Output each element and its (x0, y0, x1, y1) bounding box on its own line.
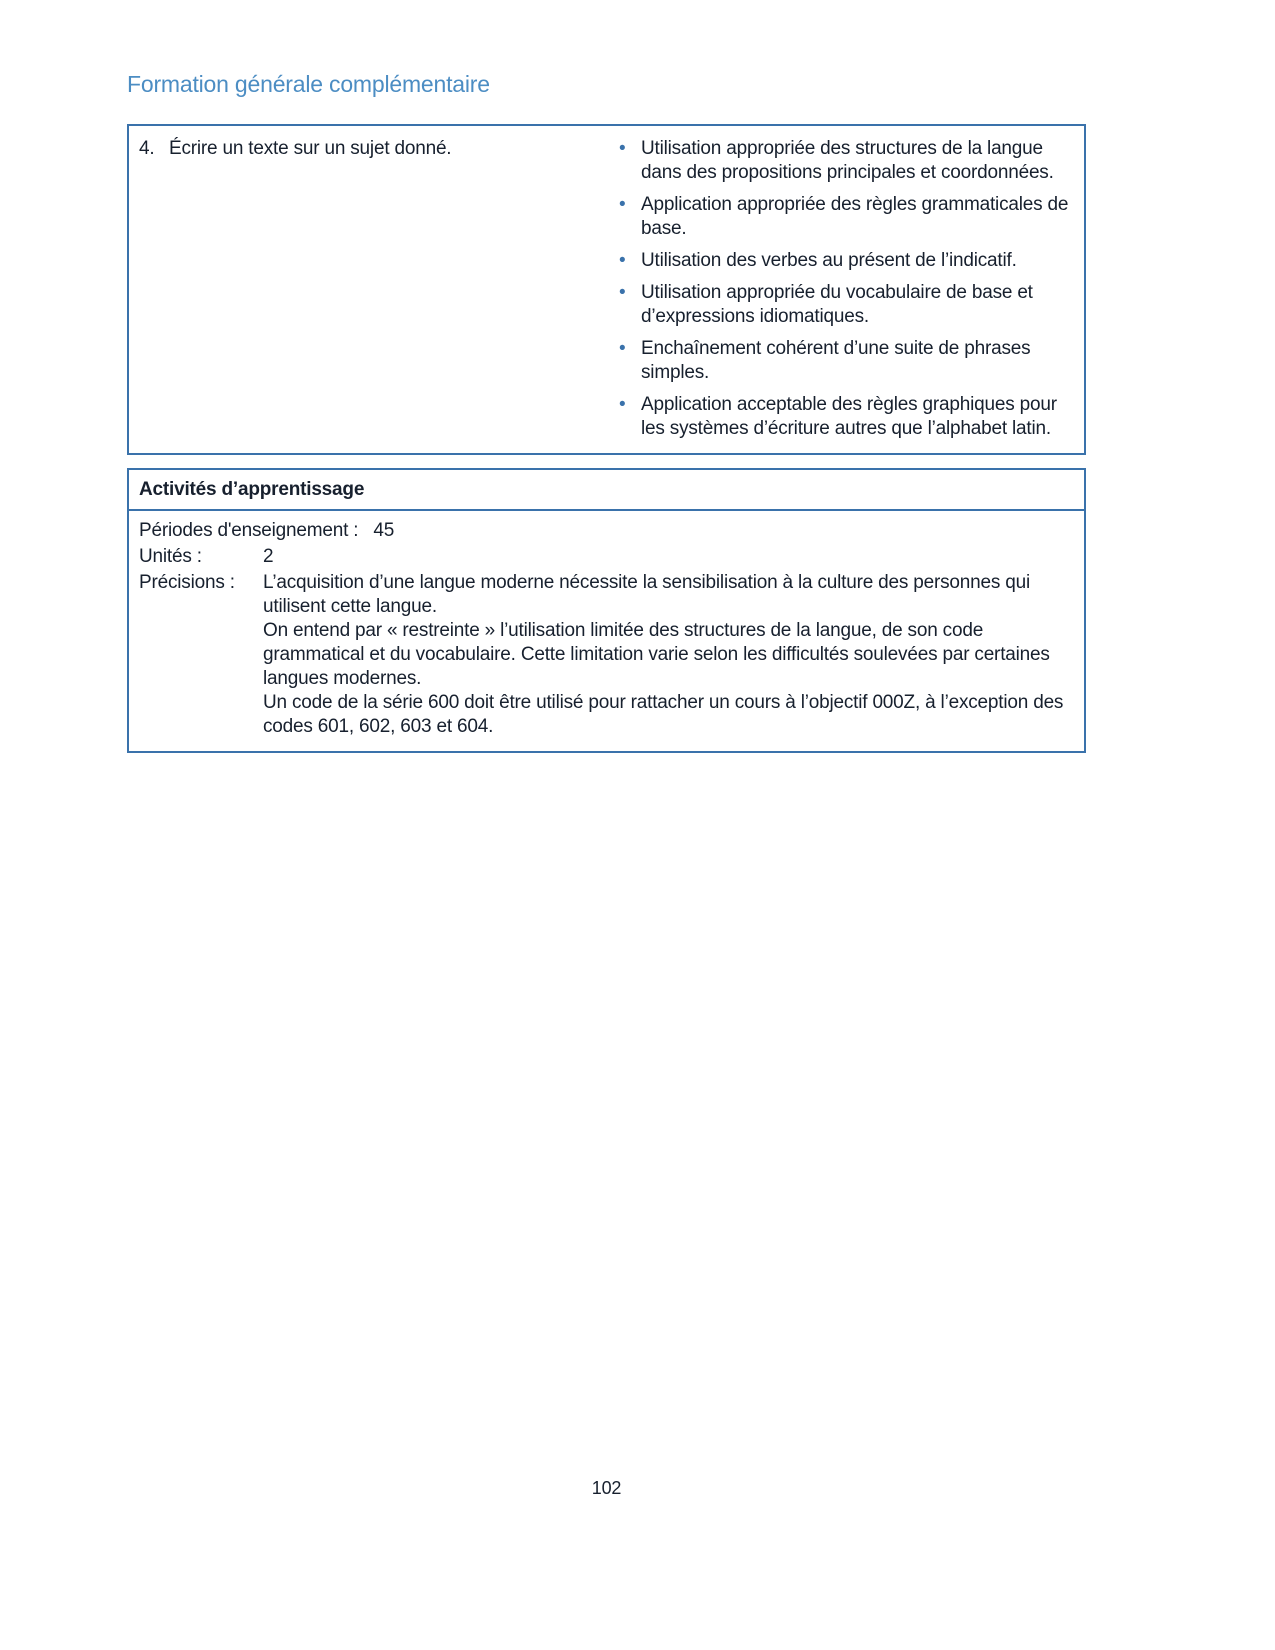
periods-value: 45 (373, 520, 395, 541)
bullet-icon: • (619, 394, 626, 415)
criteria-item (617, 281, 1072, 329)
precisions-paragraph: L’acquisition d’une langue moderne nécessite la sensibilisation à la culture des personnes qui utilisent cette langue. (263, 572, 1031, 617)
criteria-text: Enchaînement cohérent d’une suite de phrases simples. (641, 338, 1031, 383)
content-area (0, 0, 1275, 753)
precisions-row (139, 571, 1072, 739)
criteria-text: Utilisation appropriée du vocabulaire de base et d’expressions idiomatiques. (641, 282, 1033, 327)
activities-body (129, 511, 1084, 751)
precisions-label: Précisions : (139, 572, 235, 593)
bullet-icon: • (619, 338, 626, 359)
criteria-item (617, 193, 1072, 241)
units-row (139, 545, 1072, 569)
periods-row (139, 519, 1072, 543)
criteria-item (617, 393, 1072, 441)
precisions-paragraph: Un code de la série 600 doit être utilisé pour rattacher un cours à l’objectif 000Z, à l’exception des codes 601, 602, 603 et 604. (263, 692, 1064, 737)
criteria-list (617, 137, 1072, 441)
page-number: 102 (591, 1478, 622, 1498)
criteria-item (617, 337, 1072, 385)
units-value: 2 (263, 546, 274, 567)
criteria-text: Application acceptable des règles graphiques pour les systèmes d’écriture autres que l’alphabet latin. (641, 394, 1057, 439)
activities-title: Activités d’apprentissage (129, 470, 1084, 511)
criteria-item (617, 137, 1072, 185)
criteria-item (617, 249, 1072, 273)
criteria-text: Application appropriée des règles grammaticales de base. (641, 194, 1069, 239)
bullet-icon: • (619, 138, 626, 159)
criteria-cell (617, 126, 1084, 453)
objective-table (127, 124, 1086, 455)
objective-text: Écrire un texte sur un sujet donné. (169, 138, 452, 159)
objective-number: 4. (139, 138, 155, 159)
bullet-icon: • (619, 250, 626, 271)
precisions-text (263, 571, 1072, 739)
bullet-icon: • (619, 194, 626, 215)
precisions-paragraph: On entend par « restreinte » l’utilisation limitée des structures de la langue, de son code grammatical et du vocabulaire. Cette limitation varie selon les difficultés soulevées par certaines langues modernes. (263, 620, 1050, 689)
units-label: Unités : (139, 546, 202, 567)
bullet-icon: • (619, 282, 626, 303)
criteria-text: Utilisation appropriée des structures de la langue dans des propositions principales et coordonnées. (641, 138, 1054, 183)
objective-cell (129, 126, 617, 453)
criteria-text: Utilisation des verbes au présent de l’indicatif. (641, 250, 1017, 271)
page-title: Formation générale complémentaire (127, 71, 490, 97)
periods-label: Périodes d'enseignement : (139, 520, 359, 541)
activities-section (127, 468, 1086, 753)
